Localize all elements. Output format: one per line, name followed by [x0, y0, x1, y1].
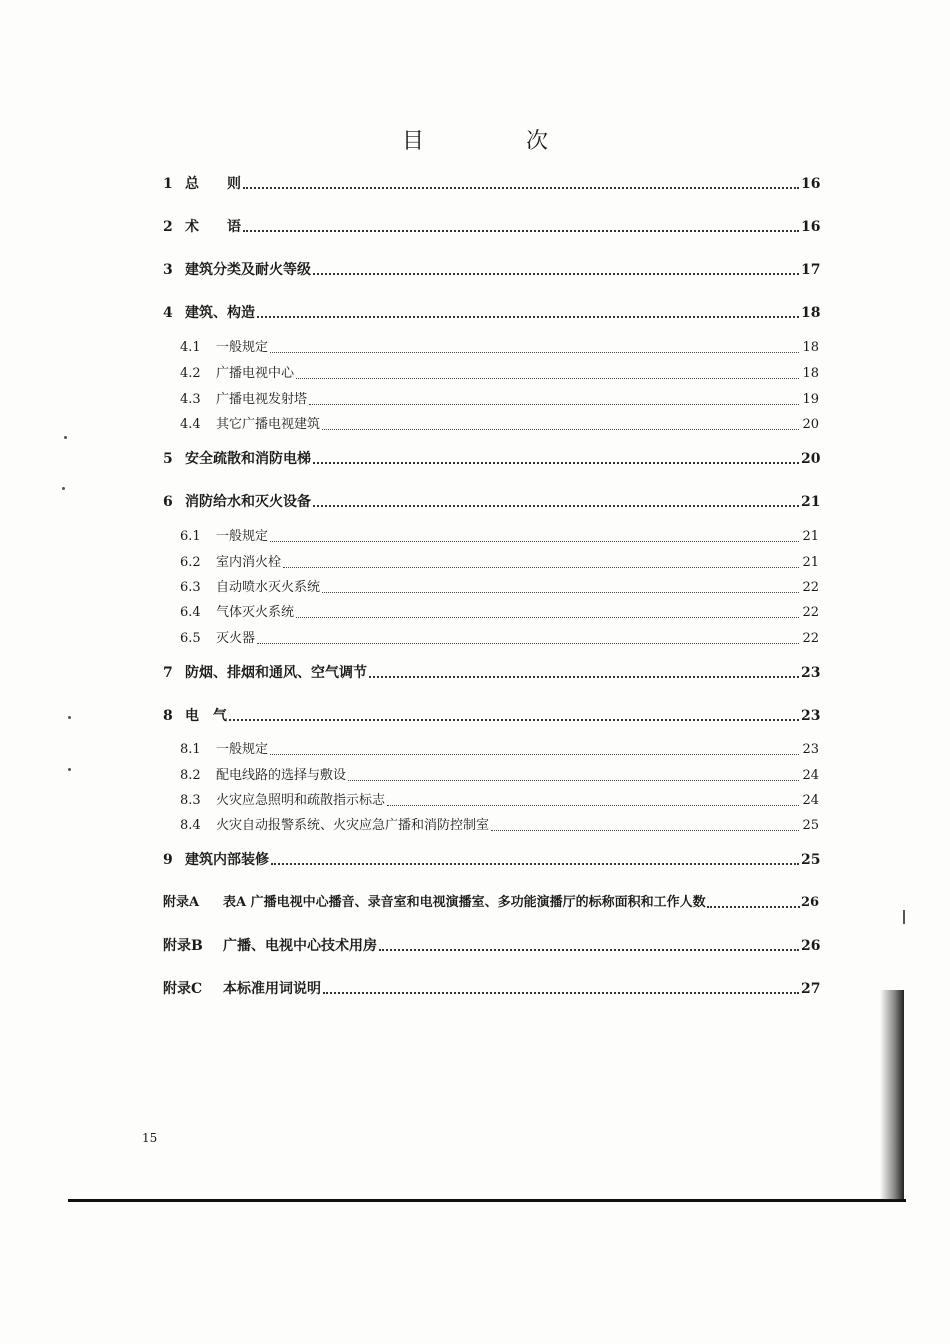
toc-label: 灭火器	[216, 631, 256, 646]
toc-number: 附录A	[163, 895, 200, 910]
toc-label: 广播、电视中心技术用房	[223, 938, 377, 954]
dot-leader	[322, 592, 799, 593]
toc-label: 电 气	[185, 708, 227, 724]
toc-label: 建筑分类及耐火等级	[185, 262, 311, 278]
dot-leader	[270, 352, 799, 353]
toc-label: 防烟、排烟和通风、空气调节	[185, 665, 367, 681]
toc-entry-8-1[interactable]	[180, 735, 819, 759]
toc-number: 1	[163, 176, 173, 192]
toc-label: 火灾自动报警系统、火灾应急广播和消防控制室	[216, 818, 490, 833]
toc-number: 8.3	[180, 793, 201, 808]
toc-number: 9	[163, 852, 173, 868]
toc-page: 18	[801, 305, 821, 321]
toc-entry-8[interactable]	[163, 701, 819, 725]
toc-page: 21	[802, 529, 819, 544]
toc-label: 表A 广播电视中心播音、录音室和电视演播室、多功能演播厅的标称面积和工作人数	[223, 895, 706, 910]
toc-entry-4-4[interactable]	[180, 410, 819, 434]
toc-entry-appendix-a[interactable]	[163, 888, 819, 912]
toc-page: 22	[802, 605, 819, 620]
toc-number: 4.3	[180, 392, 201, 407]
toc-entry-6-1[interactable]	[180, 522, 819, 546]
toc-number: 8	[163, 708, 173, 724]
toc-label: 其它广播电视建筑	[216, 417, 321, 432]
toc-entry-4-3[interactable]	[180, 385, 819, 409]
toc-label: 消防给水和灭火设备	[185, 494, 311, 510]
toc-label: 一般规定	[216, 340, 269, 355]
toc-entry-6-5[interactable]	[180, 624, 819, 648]
dot-leader	[348, 780, 799, 781]
toc-entry-8-3[interactable]	[180, 786, 819, 810]
dot-leader	[379, 949, 799, 951]
dot-leader	[271, 863, 799, 865]
toc-entry-appendix-c[interactable]	[163, 974, 819, 998]
toc-number: 4	[163, 305, 173, 321]
toc-number: 8.2	[180, 768, 201, 783]
page-title: 目 次	[401, 129, 588, 154]
toc-page: 21	[802, 555, 819, 570]
toc-label: 广播电视发射塔	[216, 392, 308, 407]
toc-label: 术 语	[185, 219, 241, 235]
toc-label: 本标准用词说明	[223, 981, 321, 997]
toc-label: 火灾应急照明和疏散指示标志	[216, 793, 386, 808]
toc-number: 6	[163, 494, 173, 510]
toc-label: 建筑、构造	[185, 305, 255, 321]
dot-leader	[322, 429, 799, 430]
scan-speck	[903, 910, 905, 924]
toc-entry-appendix-b[interactable]	[163, 931, 819, 955]
toc-page: 26	[801, 895, 820, 910]
dot-leader	[313, 505, 799, 507]
footer-rule	[68, 1199, 906, 1202]
toc-page: 16	[801, 176, 821, 192]
scan-edge-shadow	[880, 990, 904, 1200]
dot-leader	[296, 617, 799, 618]
toc-page: 19	[802, 392, 819, 407]
toc-entry-4-1[interactable]	[180, 333, 819, 357]
toc-entry-6-2[interactable]	[180, 548, 819, 572]
dot-leader	[243, 230, 799, 232]
toc-entry-8-2[interactable]	[180, 761, 819, 785]
toc-page: 23	[801, 665, 821, 681]
dot-leader	[369, 676, 799, 678]
toc-label: 配电线路的选择与敷设	[216, 768, 347, 783]
toc-label: 广播电视中心	[216, 366, 295, 381]
toc-page: 18	[802, 340, 819, 355]
toc-entry-4-2[interactable]	[180, 359, 819, 383]
toc-label: 建筑内部装修	[185, 852, 269, 868]
dot-leader	[387, 805, 799, 806]
dot-leader	[296, 378, 799, 379]
toc-page: 23	[801, 708, 821, 724]
toc-entry-2[interactable]	[163, 212, 819, 236]
toc-page: 22	[802, 631, 819, 646]
toc-entry-6[interactable]	[163, 487, 819, 511]
toc-page: 17	[801, 262, 821, 278]
toc-page: 25	[801, 852, 821, 868]
dot-leader	[257, 316, 799, 318]
dot-leader	[283, 567, 799, 568]
dot-leader	[229, 719, 799, 721]
scan-speck	[68, 716, 71, 719]
dot-leader	[309, 404, 799, 405]
toc-number: 6.3	[180, 580, 201, 595]
toc-page: 23	[802, 742, 819, 757]
toc-entry-4[interactable]	[163, 298, 819, 322]
toc-number: 8.1	[180, 742, 201, 757]
toc-number: 4.4	[180, 417, 201, 432]
toc-number: 6.1	[180, 529, 201, 544]
toc-number: 4.2	[180, 366, 201, 381]
toc-page: 21	[801, 494, 821, 510]
toc-page: 22	[802, 580, 819, 595]
toc-entry-6-3[interactable]	[180, 573, 819, 597]
toc-entry-7[interactable]	[163, 658, 819, 682]
toc-number: 6.4	[180, 605, 201, 620]
dot-leader	[707, 906, 800, 908]
scan-speck	[62, 487, 65, 490]
toc-number: 8.4	[180, 818, 201, 833]
toc-entry-6-4[interactable]	[180, 598, 819, 622]
toc-entry-5[interactable]	[163, 444, 819, 468]
dot-leader	[257, 643, 799, 644]
toc-number: 7	[163, 665, 173, 681]
toc-label: 自动喷水灭火系统	[216, 580, 321, 595]
dot-leader	[243, 187, 799, 189]
toc-page: 27	[801, 981, 821, 997]
toc-number: 附录C	[163, 981, 203, 997]
toc-label: 室内消火栓	[216, 555, 282, 570]
toc-number: 3	[163, 262, 173, 278]
dot-leader	[270, 541, 799, 542]
toc-label: 安全疏散和消防电梯	[185, 451, 311, 467]
toc-page: 20	[801, 451, 821, 467]
toc-number: 2	[163, 219, 173, 235]
toc-number: 6.2	[180, 555, 201, 570]
dot-leader	[323, 992, 799, 994]
toc-page: 20	[802, 417, 819, 432]
toc-label: 气体灭火系统	[216, 605, 295, 620]
toc-number: 5	[163, 451, 173, 467]
scan-speck	[64, 436, 67, 439]
toc-page: 16	[801, 219, 821, 235]
scan-speck	[68, 768, 71, 771]
toc-page: 18	[802, 366, 819, 381]
page-number: 15	[142, 1131, 158, 1145]
dot-leader	[491, 830, 799, 831]
toc-label: 一般规定	[216, 742, 269, 757]
toc-entry-8-4[interactable]	[180, 811, 819, 835]
toc-page: 24	[802, 793, 819, 808]
toc-label: 一般规定	[216, 529, 269, 544]
toc-number: 4.1	[180, 340, 201, 355]
toc-number: 附录B	[163, 938, 203, 954]
toc-entry-3[interactable]	[163, 255, 819, 279]
toc-label: 总 则	[185, 176, 241, 192]
toc-page: 25	[802, 818, 819, 833]
toc-page: 26	[801, 938, 821, 954]
dot-leader	[313, 273, 799, 275]
toc-number: 6.5	[180, 631, 201, 646]
toc-page: 24	[802, 768, 819, 783]
toc-entry-1[interactable]	[163, 169, 819, 193]
toc-entry-9[interactable]	[163, 845, 819, 869]
dot-leader	[270, 754, 799, 755]
dot-leader	[313, 462, 799, 464]
